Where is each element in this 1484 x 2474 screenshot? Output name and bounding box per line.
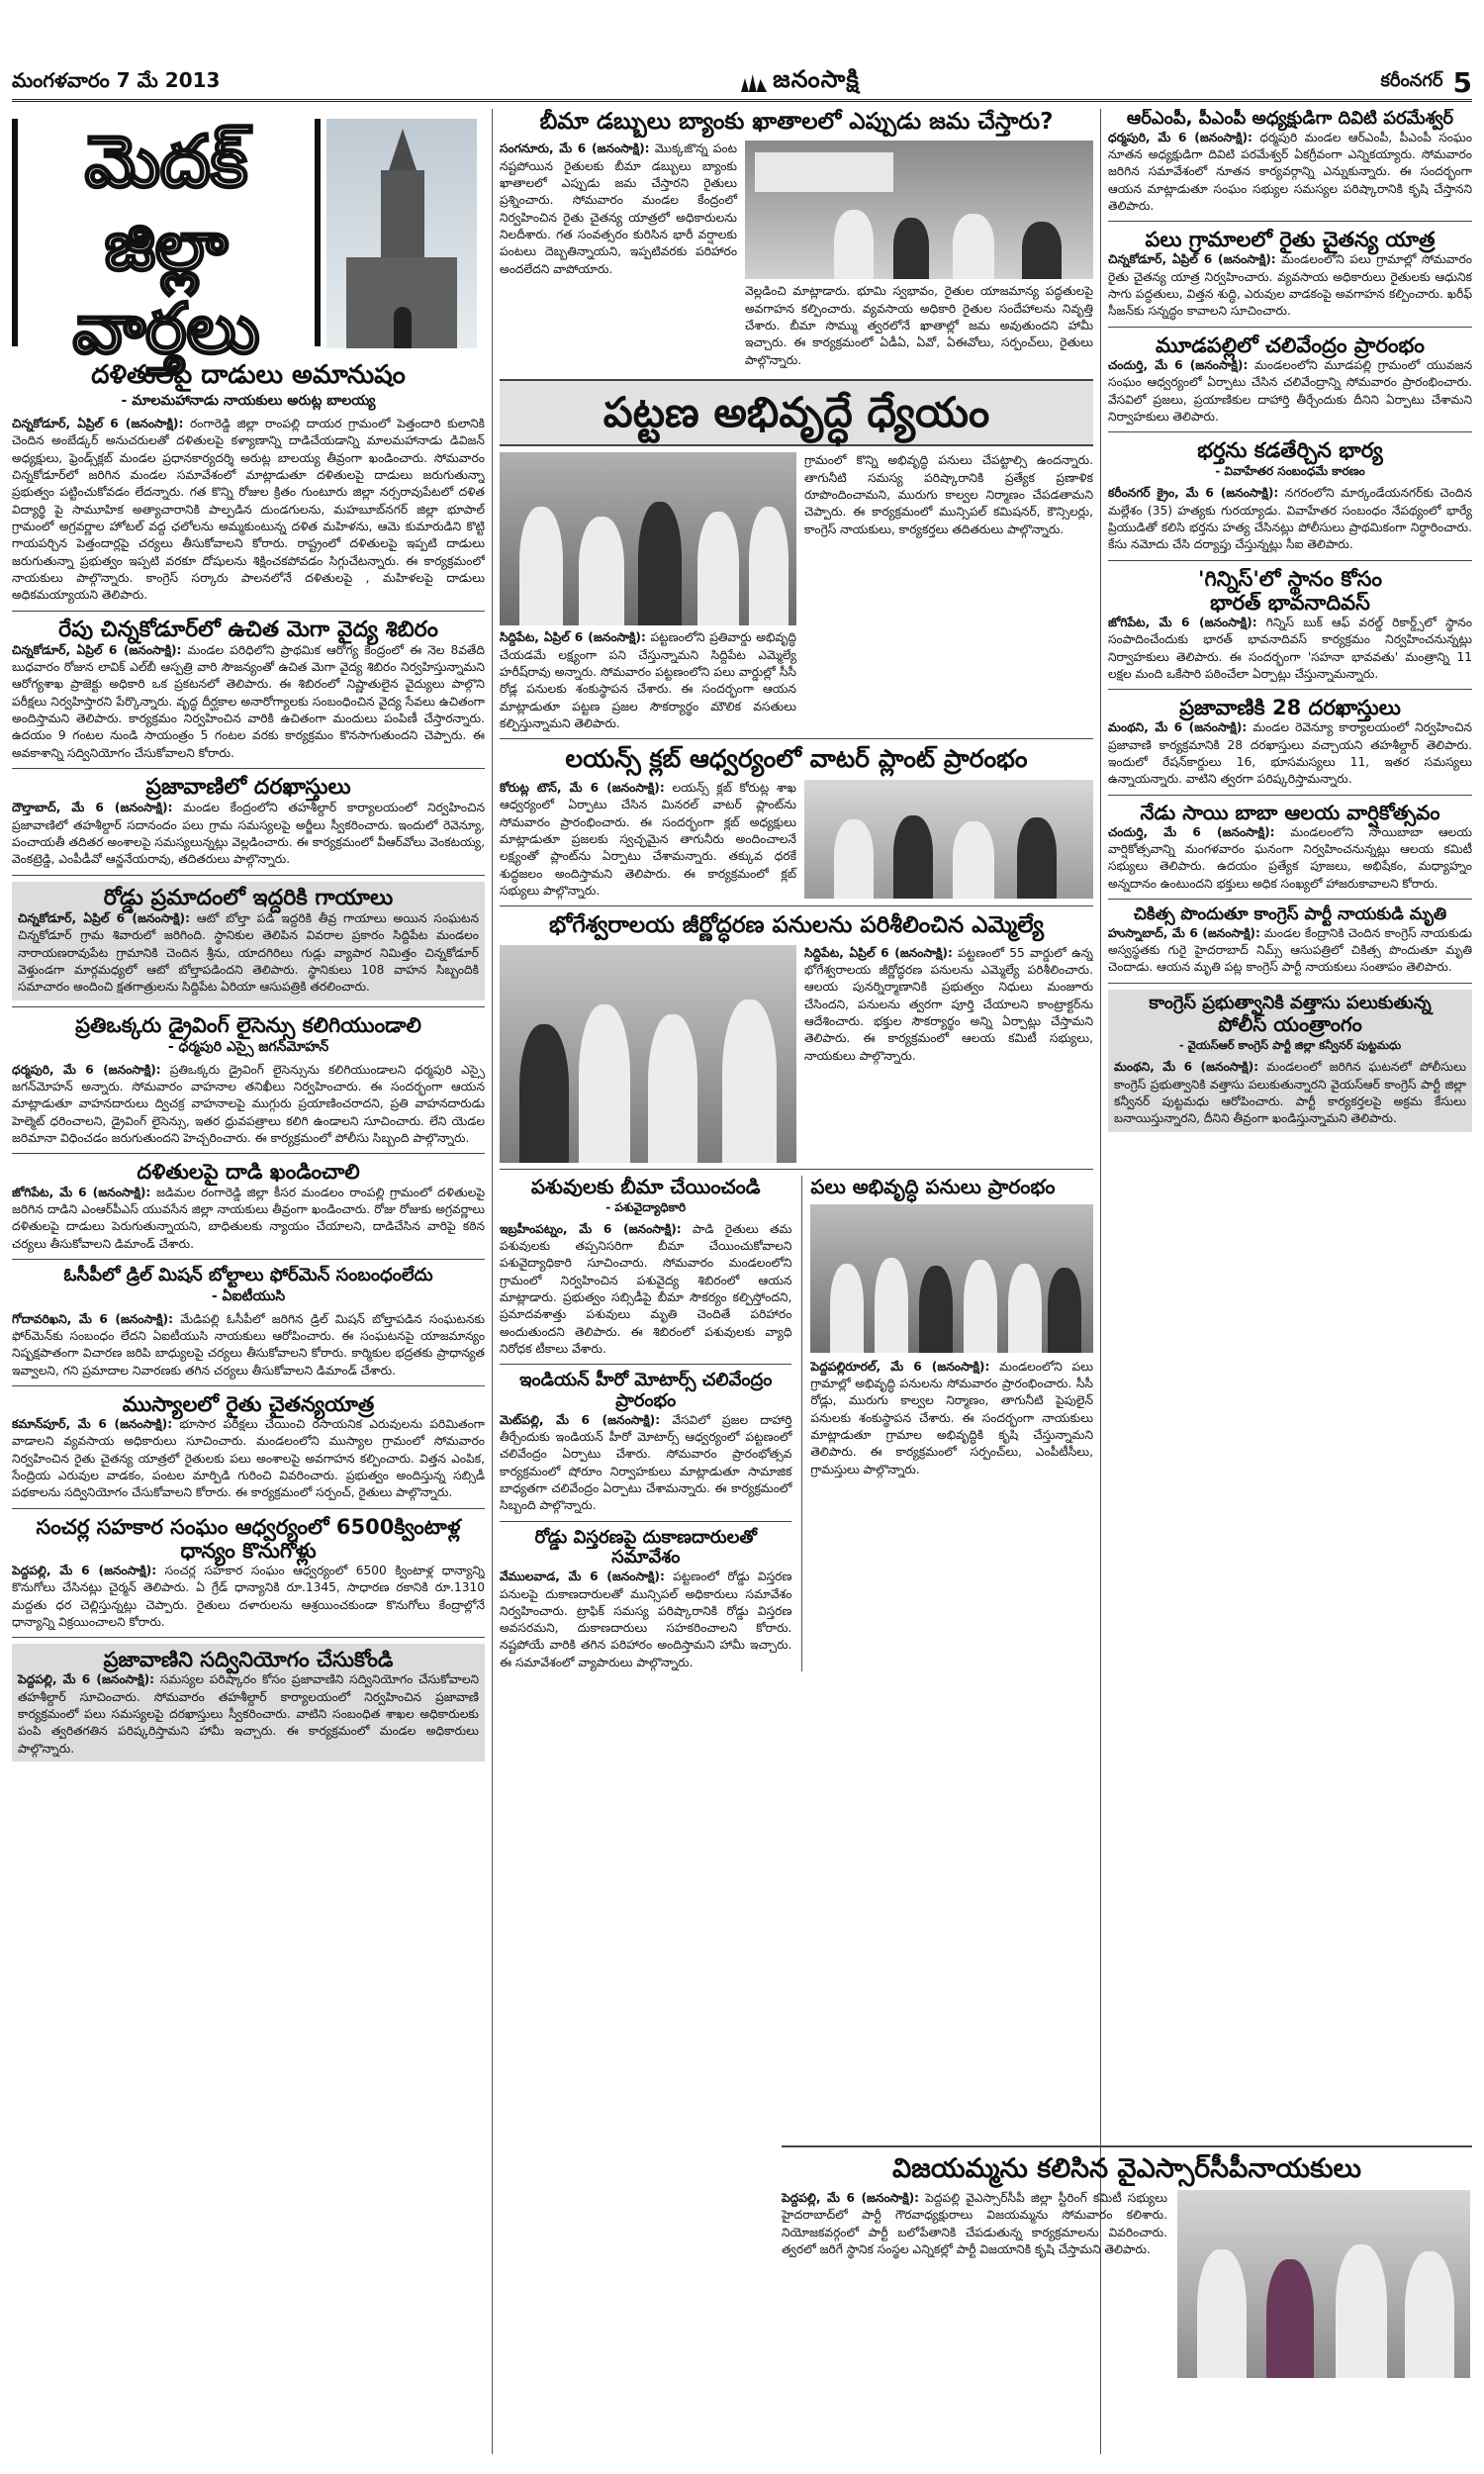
- article-body: మండల రెవెన్యూ కార్యాలయంలో నిర్వహించిన ప్రజావాణి కార్యక్రమానికి 28 దరఖాస్తులు వచ్చాయని తహశీల్దార్‌ తెలిపారు. ఇందులో రేషన్‌కార్డులు 16, భూసమస్యలు 11, ఇతర సమస్యలు ఉన్నాయన్నారు. వాటిని త్వరగా పరిష్కరిస్తామన్నారు.: [1108, 720, 1472, 787]
- article-right-5: [1108, 567, 1472, 684]
- divider: [12, 1508, 485, 1509]
- dateline: చిన్నకోడూర్‌, ఏప్రిల్‌ 6 (జనంసాక్షి):: [18, 911, 190, 925]
- section-name: కరీంనగర్: [1380, 69, 1443, 91]
- headline: ప్రజావాణిని సద్వినియోగం చేసుకోండి: [103, 1648, 394, 1672]
- dateline: హుస్నాబాద్‌, మే 6 (జనంసాక్షి):: [1108, 925, 1260, 940]
- article-body: ధర్మపురి మండల ఆర్‌ఎంపీ, పీఎంపీ సంఘం నూతన అధ్యక్షుడిగా దివిటి పరమేశ్వర్‌ ఏకగ్రీవంగా ఎన్నికయ్యారు. సోమవారం జరిగిన సమావేశంలో నూతన కార్యవర్గాన్ని ఎన్నుకున్నారు. ఈ సందర్భంగా ఆయన మాట్లాడుతూ సంఘం సభ్యుల సమస్యల పరిష్కారానికి కృషి చేస్తానని తెలిపారు.: [1108, 130, 1472, 213]
- dateline: మంథని, మే 6 (జనంసాక్షి):: [1114, 1060, 1259, 1075]
- dateline: ధర్మపురి, మే 6 (జనంసాక్షి):: [12, 1062, 161, 1077]
- dateline: మెట్‌పల్లి, మే 6 (జనంసాక్షి):: [500, 1412, 661, 1427]
- article-body: ప్రతిఒక్కరు డ్రైవింగ్‌ లైసెన్సును కలిగియుండాలని ధర్మపురి ఎస్సై జగన్‌మోహన్‌ అన్నారు. సోమవారం వాహనాల తనిఖీలు నిర్వహించారు. ఈ సందర్భంగా ఆయన మాట్లాడుతూ వాహనదారులు ద్విచక్ర వాహనాలపై ముగ్గురు ప్రయాణించరాదని, ప్రతి వాహనదారుడు హెల్మెట్‌ ధరించాలని, డ్రైవింగ్‌ లైసెన్సు, ఇతర ధ్రువపత్రాలు కలిగి ఉండాలని సూచించారు. లేని యెడల జరిమానా విధించడం జరుగుతుందని హెచ్చరించారు. ఈ కార్యక్రమంలో పోలీసు సిబ్బంది పాల్గొన్నారు.: [12, 1062, 485, 1146]
- headline: భోగేశ్వరాలయ జీర్ణోద్ధరణ పనులను పరిశీలించిన ఎమ్మెల్యే: [548, 912, 1045, 939]
- dateline: దౌల్తాబాద్‌, మే 6 (జనంసాక్షి):: [12, 801, 173, 815]
- article-body: పట్టణంలోని ప్రతివార్డు అభివృద్ధి చేయడమే లక్ష్యంగా పని చేస్తున్నామని సిద్దిపేట ఎమ్మెల్యే హరీష్‌రావు అన్నారు. సోమవారం పట్టణంలోని పలు వార్డుల్లో సీసీ రోడ్ల పనులకు శంకుస్థాపన చేశారు. ఈ సందర్భంగా ఆయన మాట్లాడుతూ పట్టణ ప్రజల సౌకర్యార్థం మౌలిక వసతులు కల్పిస్తున్నామని తెలిపారు.: [500, 630, 797, 731]
- masthead-logo-icon: [741, 72, 767, 92]
- article-body: భూసార పరీక్షలు చేయించి రసాయనిక ఎరువులను పరిమితంగా వాడాలని వ్యవసాయ అధికారులు సూచించారు. మండలంలోని ముస్యాల గ్రామంలో సోమవారం నిర్వహించిన రైతు చైతన్య యాత్రలో రైతులకు పలు అంశాలపై అవగాహన కల్పించారు. విత్తన ఎంపిక, సేంద్రియ ఎరువుల వాడకం, పంటల మార్పిడి గురించి వివరించారు. ప్రభుత్వం అందిస్తున్న సబ్సిడీ పథకాలను సద్వినియోగం చేసుకోవాలని కోరారు. ఈ కార్యక్రమంలో సర్పంచ్‌, రైతులు పాల్గొన్నారు.: [12, 1417, 485, 1500]
- article-body: సమస్యల పరిష్కారం కోసం ప్రజావాణిని సద్వినియోగం చేసుకోవాలని తహశీల్దార్‌ సూచించారు. సోమవారం తహశీల్దార్‌ కార్యాలయంలో నిర్వహించిన ప్రజావాణి కార్యక్రమంలో పలు సమస్యలపై దరఖాస్తులు స్వీకరించారు. వాటిని సంబంధిత శాఖల అధికారులకు పంపి త్వరితగతిన పరిష్కరిస్తామని హామీ ఇచ్చారు. ఈ కార్యక్రమంలో మండల అధికారులు పాల్గొన్నారు.: [18, 1672, 480, 1756]
- headline: ప్రజావాణిలో దరఖాస్తులు: [145, 775, 351, 801]
- photo-person-shape: [964, 1260, 997, 1353]
- headline: పలు గ్రామాలలో రైతు చైతన్య యాత్ర: [1145, 228, 1436, 252]
- dateline: పెద్దపల్లిరూరల్‌, మే 6 (జనంసాక్షి):: [810, 1359, 990, 1374]
- divider: [1108, 560, 1472, 561]
- divider: [1108, 795, 1472, 796]
- banner-text-frame: [12, 119, 321, 370]
- headline: ఆర్‌ఎంపీ, పీఎంపీ అధ్యక్షుడిగా దివిటి పరమేశ్వర్‌: [1126, 109, 1454, 129]
- article-right-2: [1108, 228, 1472, 320]
- headline: నేడు సాయి బాబా ఆలయ వార్షికోత్సవం: [1140, 800, 1440, 824]
- headline: సంచర్ల సహకార సంఘం ఆధ్వర్యంలో 6500క్వింటాళ్ల ధాన్యం కొనుగోళ్లు: [36, 1514, 461, 1563]
- headline: పట్టణ అభివృద్ధే ధ్యేయం: [603, 388, 990, 437]
- headline: ఓసీపీలో డ్రిల్‌ మిషన్‌ బోల్టాలు ఫోర్‌మెన్‌ సంబంధంలేదు: [63, 1264, 433, 1285]
- photo-person-shape: [1008, 1264, 1042, 1353]
- article-body: గ్రామంలో కొన్ని అభివృద్ధి పనులు చేపట్టాల్సి ఉందన్నారు. తాగునీటి సమస్య పరిష్కారానికి ప్రత్యేక ప్రణాళిక రూపొందించామని, మురుగు కాల్వల నిర్మాణం చేపడతామని చెప్పారు. ఈ కార్యక్రమంలో మున్సిపల్‌ కమిషనర్‌, కౌన్సిలర్లు, కాంగ్రెస్‌ నాయకులు, కార్యకర్తలు తదితరులు పాల్గొన్నారు.: [804, 453, 1093, 536]
- article-center-4: [500, 912, 1093, 1162]
- divider: [12, 1259, 485, 1260]
- dateline: సిద్దిపేట, ఏప్రిల్‌ 6 (జనంసాక్షి):: [500, 630, 646, 645]
- byline: - ధర్మపురి ఎస్సై జగన్‌మోహన్‌: [167, 1038, 329, 1055]
- article-center-8: [500, 1528, 791, 1671]
- headline: దళితులపై దాడులు అమానుషం: [91, 360, 406, 390]
- article-right-7: [1108, 802, 1472, 893]
- headline: బీమా డబ్బులు బ్యాంకు ఖాతాలలో ఎప్పుడు జమ చేస్తారు?: [539, 109, 1054, 135]
- article-right-4: [1108, 438, 1472, 553]
- headline: పలు అభివృద్ధి పనులు ప్రారంభం: [810, 1174, 1056, 1198]
- article-body: మండలంలోని పలు గ్రామాల్లో సోమవారం రైతు చైతన్య యాత్ర నిర్వహించారు. వ్యవసాయ అధికారులు రైతులకు ఆధునిక సాగు పద్ధతులు, విత్తన శుద్ధి, ఎరువుల వాడకంపై అవగాహన కల్పించారు. ఖరీఫ్‌ సీజన్‌కు సన్నద్ధం కావాలని సూచించారు.: [1108, 252, 1472, 319]
- article-body: నగరంలోని మార్కండేయనగర్‌కు చెందిన మల్లేశం (35) హత్యకు గురయ్యాడు. వివాహేతర సంబంధం నేపథ్యంలో భార్యే ప్రియుడితో కలిసి భర్తను హత్య చేసినట్లు పోలీసులు ప్రాథమికంగా నిర్ధారించారు. కేసు నమోదు చేసి దర్యాప్తు చేస్తున్నట్లు సీఐ తెలిపారు.: [1108, 486, 1472, 552]
- photo-person-shape: [953, 214, 994, 279]
- headline: దళితులపై దాడి ఖండించాలి: [137, 1160, 360, 1185]
- issue-date: మంగళవారం 7 మే 2013: [12, 67, 221, 92]
- article-left-10: [12, 1644, 485, 1761]
- article-body: పాడి రైతులు తమ పశువులకు తప్పనిసరిగా బీమా చేయించుకోవాలని పశువైద్యాధికారి సూచించారు. సోమవారం మండలంలోని గ్రామంలో నిర్వహించిన పశువైద్య శిబిరంలో ఆయన మాట్లాడారు. ప్రభుత్వం సబ్సిడీపై బీమా సౌకర్యం కల్పిస్తోందని, ప్రమాదవశాత్తు పశువులు మృతి చెందితే పరిహారం అందుతుందని తెలిపారు. ఈ శిబిరంలో పశువులకు వ్యాధి నిరోధక టీకాలు వేశారు.: [500, 1221, 792, 1357]
- masthead-title: జనంసాక్షి: [773, 65, 860, 93]
- article-left-1: [12, 361, 485, 605]
- column-divider: [492, 109, 493, 2454]
- divider: [1108, 689, 1472, 690]
- headline: భర్తను కడతేర్చిన భార్య: [1197, 438, 1383, 463]
- dateline: చందుర్తి, మే 6 (జనంసాక్షి):: [1108, 357, 1249, 372]
- article-body: మండల పరిధిలోని ప్రాథమిక ఆరోగ్య కేంద్రంలో ఈ నెల 8వతేది బుధవారం రోజున లావిక్‌ ఎల్‌బీ ఆస్పత్రి వారి సౌజన్యంతో ఉచిత మెగా వైద్య శిబిరం నిర్వహిస్తున్నామని ఆరోగ్యశాఖ ప్రాజెక్టు అధికారి ఒక ప్రకటనలో తెలిపారు. ఈ శిబిరంలో నిష్ణాతులైన వైద్యులు పాల్గొని పరీక్షలు నిర్వహిస్తారని పేర్కొన్నారు. వృద్ధ దీర్ఘకాల అనారోగ్యాలకు సంబంధించిన వైద్య సేవలు ఉచితంగా అందిస్తామని తెలిపారు. కార్యక్రమం నిర్వహించిన వారికి ఉచితంగా మందులు పంపిణీ చేస్తారన్నారు. ఉదయం 9 గంటల నుండి సాయంత్రం 5 గంటల వరకు కార్యక్రమం కొనసాగుతుందని చెప్పారు. ఈ అవకాశాన్ని సద్వినియోగం చేసుకోవాలని కోరారు.: [12, 642, 485, 760]
- page-header: [12, 65, 1472, 102]
- divider: [12, 1006, 485, 1007]
- byline: - పశువైద్యాధికారి: [605, 1199, 687, 1214]
- headline: ఇండియన్‌ హీరో మోటార్స్‌ చలివేంద్రం ప్రారంభం: [519, 1370, 773, 1412]
- district-banner: [12, 109, 485, 370]
- divider: [1108, 327, 1472, 328]
- photo-person-shape: [1022, 222, 1062, 279]
- article-right-1: [1108, 109, 1472, 215]
- temple-inspection-photo: [500, 945, 796, 1163]
- photo-person-shape: [519, 1024, 569, 1163]
- article-body: మండలంలోని మూడపల్లి గ్రామంలో యువజన సంఘం ఆధ్వర్యంలో ఏర్పాటు చేసిన చలివేంద్రాన్ని సోమవారం ప్రారంభించారు. వేసవిలో ప్రజలు, ప్రయాణికుల దాహార్తి తీర్చేందుకు దీనిని ఏర్పాటు చేశామని నిర్వాహకులు తెలిపారు.: [1108, 357, 1472, 424]
- article-left-7: [12, 1266, 485, 1380]
- article-right-8: [1108, 905, 1472, 977]
- divider: [500, 905, 1093, 906]
- article-right-9: [1108, 990, 1472, 1132]
- photo-banner-shape: [755, 152, 893, 192]
- headline: ప్రతిఒక్కరు డ్రైవింగ్‌ లైసెన్సు కలిగియుండాలి: [75, 1012, 421, 1037]
- article-body: మండలంలోని సాయిబాబా ఆలయ వార్షికోత్సవాన్ని మంగళవారం ఘనంగా నిర్వహించనున్నట్లు ఆలయ కమిటీ సభ్యులు తెలిపారు. ఉదయం ప్రత్యేక పూజలు, అభిషేకం, మధ్యాహ్నం అన్నదానం ఉంటుందని భక్తులు అధిక సంఖ్యలో హాజరుకావాలని కోరారు.: [1108, 824, 1472, 891]
- dateline: చందుర్తి, మే 6 (జనంసాక్షి):: [1108, 824, 1275, 839]
- article-body: ఆటో బోల్తా పడి ఇద్దరికి తీవ్ర గాయాలు అయిన సంఘటన చిన్నకోడూర్‌ గ్రామ శివారులో జరిగింది. స్థానికుల తెలిపిన వివరాల ప్రకారం సిద్దిపేట మండలం నారాయణరావుపేట గ్రామానికి చెందిన శ్రీను, యాదగిరిలు గుడ్లు వ్యాపార నిమిత్తం చిన్నకోడూర్‌ వెళ్తుండగా మార్గమధ్యలో ఆటో బోల్తాపడిందని తెలిపారు. స్థానికులు 108 వాహన సిబ్బందికి సమాచారం అందించి క్షతగాత్రులను సిద్దిపేట ఏరియా ఆసుపత్రికి తరలించారు.: [18, 911, 480, 995]
- dateline: పెద్దపల్లి, మే 6 (జనంసాక్షి):: [12, 1563, 157, 1577]
- dateline: వేములవాడ, మే 6 (జనంసాక్షి):: [500, 1570, 665, 1584]
- column-divider: [1100, 109, 1101, 2454]
- headline: ప్రజావాణికి 28 దరఖాస్తులు: [1179, 696, 1401, 720]
- article-body: మండలంలోని పలు గ్రామాల్లో అభివృద్ధి పనులను సోమవారం ప్రారంభించారు. సీసీ రోడ్లు, మురుగు కాల్వల నిర్మాణం, తాగునీటి పైపులైన్‌ పనులకు శంకుస్థాపన చేశారు. ఈ సందర్భంగా నాయకులు మాట్లాడుతూ గ్రామాల అభివృద్ధికి కృషి చేస్తున్నామని తెలిపారు. ఈ కార్యక్రమంలో సర్పంచ్‌లు, ఎంపీటీసీలు, గ్రామస్తులు పాల్గొన్నారు.: [810, 1359, 1093, 1476]
- headline: లయన్స్‌ క్లబ్‌ ఆధ్వర్యంలో వాటర్‌ ప్లాంట్‌ ప్రారంభం: [565, 744, 1028, 774]
- dateline: మంథని, మే 6 (జనంసాక్షి):: [1108, 720, 1248, 735]
- article-body: మండలంలో జరిగిన ఘటనలో పోలీసులు కాంగ్రెస్‌ ప్రభుత్వానికి వత్తాసు పలుకుతున్నారని వైయస్‌ఆర్‌ కాంగ్రెస్‌ పార్టీ జిల్లా కన్వీనర్‌ పుట్టమధు ఆరోపించారు. పార్టీ కార్యకర్తలపై అక్రమ కేసులు బనాయిస్తున్నారని, దీనిని తీవ్రంగా ఖండిస్తున్నామని తెలిపారు.: [1114, 1060, 1466, 1126]
- church-spire-shape: [388, 129, 417, 173]
- water-plant-photo: [804, 780, 1093, 899]
- dateline: కరీంనగర్‌ క్రైం, మే 6 (జనంసాక్షి):: [1108, 486, 1279, 501]
- photo-person-shape: [1017, 817, 1057, 899]
- article-left-2: [12, 618, 485, 763]
- photo-person-shape: [834, 210, 874, 279]
- byline: - మాలమహానాడు నాయకులు అరుట్ల బాలయ్య: [121, 392, 376, 409]
- photo-person-shape: [1336, 2244, 1387, 2378]
- dateline: జోగిపేట, మే 6 (జనంసాక్షి):: [1108, 615, 1257, 629]
- article-center-2-header: [500, 379, 1093, 446]
- article-body: గిన్నిస్‌ బుక్‌ ఆఫ్‌ వరల్డ్‌ రికార్డ్స్‌లో స్థానం సంపాదించేందుకు భారత్‌ భావనాదివస్‌ కార్యక్రమం నిర్వహించనున్నట్లు నిర్వాహకులు తెలిపారు. ఈ సందర్భంగా 'సహనా భావవతు' మంత్రాన్ని 11 లక్షల మంది ఒకేసారి పఠించేలా ఏర్పాట్లు చేస్తున్నామన్నారు.: [1108, 615, 1472, 681]
- banner-line1: మెదక్: [84, 120, 248, 203]
- article-body: రంగారెడ్డి జిల్లా రాంపల్లి దాయర గ్రామంలో పెత్తందారి కులానికి చెందిన అంబేడ్కర్‌ అనుచరులతో దళితులపై కళ్యాణాన్ని దాడిచేయడాన్ని మాలమహానాడు డివిజన్‌ అధ్యక్షులు, ఫ్రెండ్స్‌క్లబ్‌ మండల ప్రధానకార్యదర్శి అరుట్ల బాలయ్య తీవ్రంగా ఖండించారు. సోమవారం చిన్నకోడూర్‌లో జరిగిన మండల సమావేశంలో మాట్లాడుతూ దళితులపై దాడులు జరుగుతున్నా ప్రభుత్వం పట్టించుకోవడం లేదన్నారు. గత కొన్ని రోజుల క్రితం గుంటూరు జిల్లా నర్సరావుపేటలో దళిత విద్యార్థి పై సామూహిక అత్యాచారానికి పాల్పడిన దుండగులను, మహబూబ్‌నగర్‌ జిల్లా భూపాల్‌ గ్రామంలో అగ్రవర్ణాల హోటల్‌ వద్ద ఛలోలను అమ్మకుంటున్న దళిత మహిళను, ఆమె కుమారుడిని కొట్టి గాయపర్చిన పెత్తందార్లపై చర్యలు తీసుకోవాలని కోరారు. రాష్ట్రంలో దళితులపై ఇప్పటి దాడులు జరుగుతున్నా ప్రభుత్వం ఇప్పటి వరకూ దోషులను శిక్షించకపోవడం సిగ్గుచేటన్నారు. ఈ కార్యక్రమంలో నాయకులు పాల్గొన్నారు. కాంగ్రెస్‌ సర్కారు పాలనలోనే దళితులపై , మహిళలపై దాడులు అధికమయ్యాయని తెలిపారు.: [12, 416, 485, 603]
- photo-person-shape: [579, 1004, 630, 1163]
- photo-person-shape: [893, 815, 933, 899]
- headline: పశువులకు బీమా చేయించండి: [530, 1174, 761, 1198]
- article-center-5: [500, 1176, 791, 1359]
- divider: [12, 768, 485, 769]
- center-split-row: [500, 1176, 1093, 1671]
- article-body: వెల్లడించి మాట్లాడారు. భూమి స్వభావం, రైతుల యాజమాన్య పద్ధతులపై అవగాహన కల్పించారు. వ్యవసాయ అధికారి రైతుల సందేహాలను నివృత్తి చేశారు. బీమా సొమ్ము త్వరలోనే ఖాతాల్లో జమ అవుతుందని హామీ ఇచ్చారు. ఈ కార్యక్రమంలో ఏడీఏ, ఏవో, ఏఈవోలు, సర్పంచ్‌లు, రైతులు పాల్గొన్నారు.: [745, 284, 1093, 367]
- article-right-6: [1108, 696, 1472, 788]
- article-center-3: [500, 745, 1093, 900]
- photo-person-shape: [1266, 2259, 1314, 2378]
- divider: [1108, 983, 1472, 984]
- photo-person-shape: [893, 218, 929, 279]
- byline: - వైయస్‌ఆర్‌ కాంగ్రెస్‌ పార్టీ జిల్లా కన్వీనర్‌ పుట్టమధు: [1178, 1038, 1402, 1053]
- byline: - వివాహేతర సంబంధమే కారణం: [1215, 464, 1365, 479]
- article-body: మొక్కజొన్న పంట నష్టపోయిన రైతులకు బీమా డబ్బులు బ్యాంకు ఖాతాలలో ఎప్పుడు జమ చేస్తారని రైతులు ప్రశ్నించారు. సోమవారం మండల కేంద్రంలో నిర్వహించిన రైతు చైతన్య యాత్రలో అధికారులను నిలదీశారు. గత సంవత్సరం కురిసిన భారీ వర్షాలకు పంటలు దెబ్బతిన్నాయని, ఇప్పటివరకు పరిహారం అందలేదని వాపోయారు.: [500, 142, 737, 276]
- dateline: కమాన్‌పూర్‌, మే 6 (జనంసాక్షి):: [12, 1417, 173, 1432]
- photo-person-shape: [875, 1258, 908, 1353]
- ysrcp-leaders-photo: [1177, 2190, 1470, 2378]
- divider: [500, 1169, 1093, 1170]
- headline: రోడ్డు ప్రమాదంలో ఇద్దరికి గాయాలు: [103, 885, 394, 910]
- dateline: చిన్నకోడూర్‌, ఏప్రిల్‌ 6 (జనంసాక్షి):: [12, 416, 184, 430]
- masthead: [741, 65, 860, 99]
- divider: [500, 1521, 791, 1522]
- divider: [1108, 899, 1472, 900]
- article-left-8: [12, 1392, 485, 1502]
- article-body: పట్టణంలో రోడ్డు విస్తరణ పనులపై దుకాణదారులతో మున్సిపల్‌ అధికారులు సమావేశం నిర్వహించారు. ట్రాఫిక్‌ సమస్య పరిష్కారానికి రోడ్డు విస్తరణ అవసరమని, దుకాణదారులు సహకరించాలని కోరారు. నష్టపోయే వారికి తగిన పరిహారం అందిస్తామని హామీ ఇచ్చారు. ఈ సమావేశంలో వ్యాపారులు పాల్గొన్నారు.: [500, 1570, 792, 1669]
- divider: [12, 875, 485, 876]
- headline: రేపు చిన్నకోడూర్‌లో ఉచిత మెగా వైద్య శిబిరం: [58, 617, 438, 642]
- article-body: జడిమల రంగారెడ్డి జిల్లా కీసర మండలం రాంపల్లి గ్రామంలో దళితులపై జరిగిన దాడిని ఎంఆర్‌పీఎస్‌ యువసేన జిల్లా నాయకులు తీవ్రంగా ఖండించారు. రోజు రోజుకు అగ్రవర్ణాలు దళితులపై దాడులు పెరుగుతున్నాయని, బాధితులకు న్యాయం చేయాలని, దాడిచేసిన వారిపై కఠిన చర్యలు తీసుకోవాలని డిమాండ్‌ చేశారు.: [12, 1185, 485, 1251]
- headline-line1: 'గిన్నిస్‌'లో స్థానం కోసం: [1198, 566, 1382, 591]
- article-center-1: [500, 109, 1093, 369]
- divider: [1108, 431, 1472, 432]
- photo-person-shape: [519, 507, 563, 625]
- headline: రోడ్డు విస్తరణపై దుకాణదారులతో సమావేశం: [534, 1526, 757, 1569]
- right-column: [1108, 109, 1472, 2138]
- dateline: గోదావరిఖని, మే 6 (జనంసాక్షి):: [12, 1311, 173, 1326]
- town-development-photo: [500, 452, 796, 625]
- header-right: [1381, 66, 1472, 99]
- photo-person-shape: [1405, 2251, 1454, 2378]
- dateline: జోగిపేట, మే 6 (జనంసాక్షి):: [12, 1185, 151, 1199]
- photo-person-shape: [579, 517, 624, 625]
- divider: [12, 1637, 485, 1638]
- headline-line1: కాంగ్రెస్‌ ప్రభుత్వానికి వత్తాసు పలుకుతున్న: [1149, 992, 1432, 1013]
- photo-person-shape: [697, 512, 739, 625]
- photo-person-shape: [1197, 2249, 1247, 2378]
- church-door-shape: [394, 307, 412, 348]
- byline: - ఏఐటీయుసి: [211, 1287, 286, 1304]
- article-left-5: [12, 1013, 485, 1148]
- headline: విజయమ్మను కలిసిన వైఎస్సార్‌సీపీనాయకులు: [891, 2153, 1362, 2184]
- dateline: సిద్దిపేట, ఏప్రిల్‌ 6 (జనంసాక్షి):: [804, 945, 953, 960]
- photo-person-shape: [830, 1264, 864, 1353]
- photo-person-shape: [919, 1266, 953, 1353]
- divider: [12, 1385, 485, 1386]
- photo-person-shape: [1048, 1268, 1081, 1353]
- page-number: 5: [1452, 65, 1472, 99]
- church-photo: [326, 119, 477, 348]
- photo-person-shape: [834, 819, 874, 899]
- dateline: ఇబ్రహీంపట్నం, మే 6 (జనంసాక్షి):: [500, 1221, 682, 1236]
- farmers-meeting-photo: [745, 141, 1093, 279]
- dateline: చిన్నకోడూర్‌, ఏప్రిల్‌ 6 (జనంసాక్షి):: [1108, 252, 1276, 267]
- headline: చికిత్స పొందుతూ కాంగ్రెస్‌ పార్టీ నాయకుడి మృతి: [1133, 904, 1447, 925]
- photo-person-shape: [638, 502, 682, 625]
- dateline: కోరుట్ల టౌన్‌, మే 6 (జనంసాక్షి):: [500, 781, 665, 796]
- article-center-9: [782, 2145, 1472, 2462]
- article-left-9: [12, 1515, 485, 1632]
- dateline: చిన్నకోడూర్‌, ఏప్రిల్‌ 6 (జనంసాక్షి):: [12, 642, 182, 657]
- divider: [12, 611, 485, 612]
- divider: [12, 1153, 485, 1154]
- photo-person-shape: [953, 821, 994, 899]
- development-works-photo: [810, 1204, 1093, 1353]
- article-body: మండల కేంద్రానికి చెందిన కాంగ్రెస్‌ నాయకుడు అస్వస్థతకు గురై హైదరాబాద్‌ నిమ్స్‌ ఆసుపత్రిలో చికిత్స పొందుతూ మృతి చెందాడు. ఆయన మృతి పట్ల కాంగ్రెస్‌ పార్టీ నాయకులు సంతాపం తెలిపారు.: [1108, 925, 1472, 975]
- article-right-3: [1108, 333, 1472, 426]
- article-center-2: [500, 452, 1093, 732]
- divider: [500, 738, 1093, 739]
- article-body: మేడిపల్లి ఓసీపీలో జరిగిన డ్రిల్‌ మిషన్‌ బోల్తాపడిన సంఘటనకు ఫోర్‌మెన్‌కు సంబంధం లేదని ఏఐటీయుసి నాయకులు ఆరోపించారు. ఈ సంఘటనపై యాజమాన్యం నిష్పక్షపాతంగా విచారణ జరిపి బాధ్యులపై చర్యలు తీసుకోవాలని కోరారు. కార్మికుల భద్రతకు ప్రాధాన్యత ఇవ్వాలని, గని ప్రమాదాల నివారణకు తగిన చర్యలు తీసుకోవాలని డిమాండ్‌ చేశారు.: [12, 1311, 485, 1378]
- article-body: వేసవిలో ప్రజల దాహార్తి తీర్చేందుకు ఇండియన్‌ హీరో మోటార్స్‌ ఆధ్వర్యంలో పట్టణంలో చలివేంద్రం ఏర్పాటు చేశారు. సోమవారం ప్రారంభోత్సవ కార్యక్రమంలో షోరూం నిర్వాహకులు మాట్లాడుతూ సామాజిక బాధ్యతగా చలివేంద్రం ఏర్పాటు చేశామన్నారు. ఈ కార్యక్రమంలో సిబ్బంది పాల్గొన్నారు.: [500, 1412, 792, 1513]
- article-center-6: [801, 1176, 1093, 1671]
- divider: [1108, 221, 1472, 222]
- headline-line2: పోలీస్‌ యంత్రాంగం: [1218, 1012, 1362, 1037]
- dateline: పెద్దపల్లి, మే 6 (జనంసాక్షి):: [782, 2191, 920, 2206]
- photo-person-shape: [648, 1014, 697, 1163]
- banner-line2: జిల్లా వార్తలు: [72, 205, 260, 370]
- headline-line2: భారత్‌ భావనాదివస్‌: [1210, 590, 1370, 615]
- article-left-3: [12, 775, 485, 869]
- dateline: పెద్దపల్లి, మే 6 (జనంసాక్షి):: [18, 1672, 155, 1687]
- divider: [500, 1364, 791, 1365]
- article-body: సంచర్ల సహకార సంఘం ఆధ్వర్యంలో 6500 క్వింటాళ్ల ధాన్యాన్ని కొనుగోలు చేసినట్లు చైర్మన్‌ తెలిపారు. ఏ గ్రేడ్‌ ధాన్యానికి రూ.1345, సాధారణ రకానికి రూ.1310 మద్దతు ధర చెల్లిస్తున్నట్లు చెప్పారు. రైతులు దళారులను ఆశ్రయించకుండా కొనుగోలు కేంద్రాల్లోనే ధాన్యాన్ని విక్రయించాలని కోరారు.: [12, 1563, 485, 1629]
- left-column: [12, 109, 485, 2454]
- article-left-6: [12, 1160, 485, 1252]
- article-center-7: [500, 1371, 791, 1514]
- article-body: లయన్స్‌ క్లబ్‌ కోరుట్ల శాఖ ఆధ్వర్యంలో ఏర్పాటు చేసిన మినరల్‌ వాటర్‌ ప్లాంట్‌ను సోమవారం ప్రారంభించారు. ఈ సందర్భంగా క్లబ్‌ అధ్యక్షులు మాట్లాడుతూ ప్రజలకు స్వచ్ఛమైన తాగునీరు అందించాలనే లక్ష్యంతో ప్లాంట్‌ను ఏర్పాటు చేశామన్నారు. తక్కువ ధరకే శుద్ధజలం అందిస్తామని తెలిపారు. ఈ కార్యక్రమంలో క్లబ్‌ సభ్యులు పాల్గొన్నారు.: [500, 781, 796, 899]
- article-body: పట్టణంలో 55 వార్డులో ఉన్న భోగేశ్వరాలయ జీర్ణోద్ధరణ పనులను ఎమ్మెల్యే పరిశీలించారు. ఆలయ పునర్నిర్మాణానికి ప్రభుత్వం నిధులు మంజూరు చేసిందని, పనులను త్వరగా పూర్తి చేయాలని కాంట్రాక్టర్‌ను ఆదేశించారు. భక్తుల సౌకర్యార్థం అన్ని ఏర్పాట్లు చేస్తామని తెలిపారు. ఈ కార్యక్రమంలో ఆలయ కమిటీ సభ్యులు, నాయకులు పాల్గొన్నారు.: [804, 945, 1093, 1063]
- dateline: సంగనూరు, మే 6 (జనంసాక్షి):: [500, 142, 650, 156]
- article-body: మండల కేంద్రంలోని తహశీల్దార్‌ కార్యాలయంలో నిర్వహించిన ప్రజావాణిలో తహశీల్దార్‌ సదానందం పలు గ్రామ సమస్యలపై అర్జీలు స్వీకరించారు. ఇందులో రెవెన్యూ, పంచాయతీ తదితర అంశాలపై సమస్యలున్నట్లు వెల్లడించారు. ఈ కార్యక్రమంలో వీఆర్‌వోలు వెంకటయ్య, వెంకట్రెడ్డి, ఎంపీడీవో ఆన్జనేయరావు, తదితరులు పాల్గొన్నారు.: [12, 801, 485, 867]
- center-column: [500, 109, 1093, 2454]
- headline: ముస్యాలలో రైతు చైతన్యయాత్ర: [122, 1391, 375, 1416]
- article-left-4: [12, 882, 485, 1000]
- dateline: ధర్మపురి, మే 6 (జనంసాక్షి):: [1108, 130, 1252, 144]
- photo-person-shape: [722, 999, 777, 1163]
- headline: మూడపల్లిలో చలివేంద్రం ప్రారంభం: [1156, 333, 1425, 357]
- article-body: పెద్దపల్లి వైఎస్సార్‌సీపీ జిల్లా స్టీరింగ్‌ కమిటీ సభ్యులు హైదరాబాద్‌లో పార్టీ గౌరవాధ్యక్షురాలు విజయమ్మను సోమవారం కలిశారు. నియోజకవర్గంలో పార్టీ బలోపేతానికి చేపడుతున్న కార్యక్రమాలను వివరించారు. త్వరలో జరిగే స్థానిక సంస్థల ఎన్నికల్లో పార్టీ విజయానికి కృషి చేస్తామని తెలిపారు.: [782, 2191, 1167, 2257]
- photo-person-shape: [749, 507, 788, 625]
